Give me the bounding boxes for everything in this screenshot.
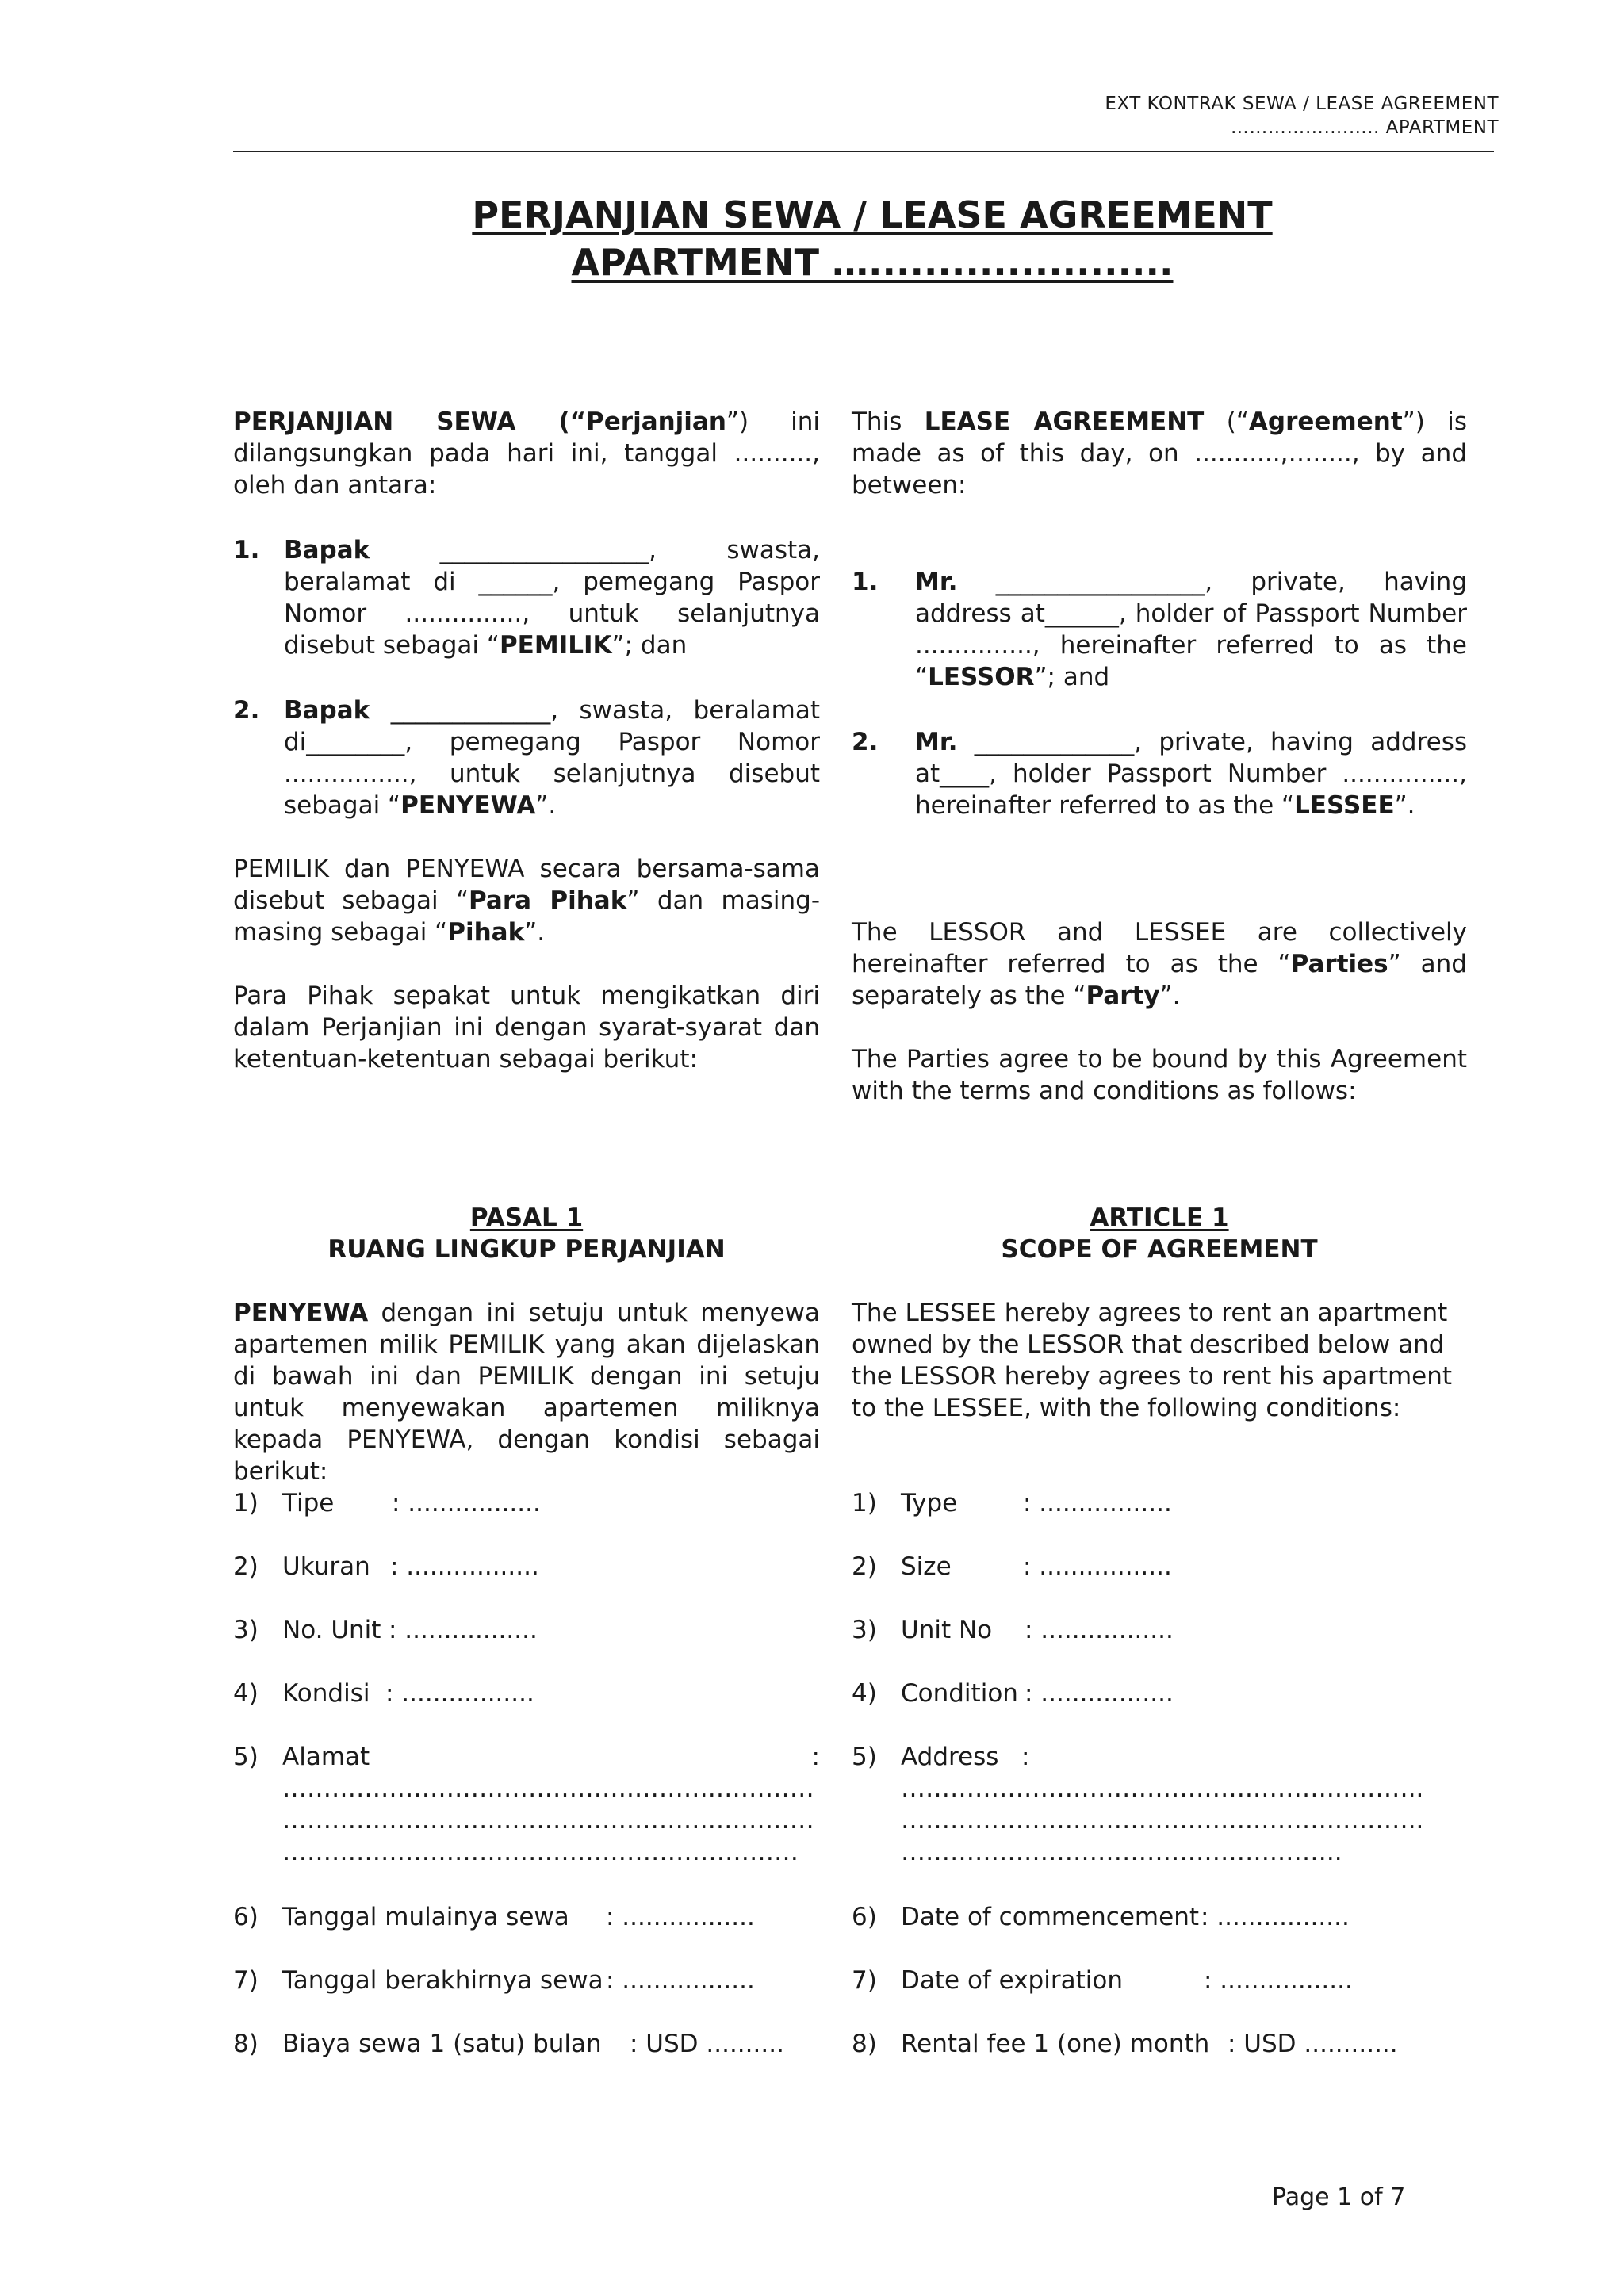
parties-term: Para Pihak [469,886,627,915]
parties-end: ”. [524,918,546,947]
item-number: 1) [233,1489,259,1517]
item-value: : [811,1743,820,1771]
parties-text: ” and separately as the “ [852,950,1467,1010]
item-value: : [1021,1743,1030,1771]
party-role: LESSEE [1294,791,1395,820]
item-label: Biaya sewa 1 (satu) bulan [282,2030,602,2058]
article-title: ARTICLE 1 [1090,1203,1229,1232]
item-label: Type [901,1489,958,1517]
item-label: Condition [901,1679,1018,1708]
item-value: : USD .......... [630,2030,784,2058]
intro-text: ”) is made as of this day, on ...........,…....., by and between: [852,408,1467,499]
intro-term: Perjanjian [586,408,726,436]
item-value: : ................. [392,1489,541,1517]
list-number: 2. [852,728,879,756]
intro-label: LEASE AGREEMENT [924,408,1205,436]
article-heading-id [233,1202,820,1265]
party-end: ”. [1394,791,1415,820]
item-label: Unit No [901,1616,993,1644]
page-number: Page 1 of 7 [1272,2183,1406,2211]
parties-text: ” dan masing-masing sebagai “ [233,886,821,947]
article-heading-en [852,1202,1467,1265]
parties-text: The LESSOR and LESSEE are collectively hereinafter referred to as the “ [852,918,1467,978]
item-number: 6) [852,1903,877,1931]
header-divider [233,151,1494,152]
item-value: : ................. [1201,1903,1350,1931]
address-line: ……………………………………………………… [282,1838,799,1866]
item-value: : ................. [1023,1489,1172,1517]
scope-text: dengan ini setuju untuk menyewa apartemen milik PEMILIK yang akan dijelaskan di bawah ini dan PEMILIK dengan ini setuju untuk menyewakan apartemen miliknya kepada PENYEWA, dengan kondisi sebagai berikut: [233,1299,820,1486]
item-number: 7) [852,1966,877,1995]
party-end: ”; dan [611,631,688,660]
item-number: 8) [852,2030,877,2058]
item-label: Address [901,1743,999,1771]
document-subtitle: APARTMENT …...................... [571,241,1174,284]
parties-text: PEMILIK dan PENYEWA secara bersama-sama disebut sebagai “ [233,855,820,915]
parties-paragraph-en [852,916,1467,1012]
party-2-text [284,695,820,821]
item-number: 3) [852,1616,877,1644]
intro-paragraph-en [852,406,1467,501]
party-title: Bapak [284,696,370,725]
item-number: 2) [233,1552,259,1581]
parties-paragraph-id [233,853,820,948]
address-line: …………………………………….……….………… [282,1774,814,1803]
item-number: 4) [852,1679,877,1708]
intro-text: This [852,408,925,436]
article-subtitle: SCOPE OF AGREEMENT [1001,1235,1318,1264]
item-label: Ukuran [282,1552,370,1581]
running-header [1105,92,1499,140]
item-number: 1) [852,1489,877,1517]
party-details: _____________, swasta, beralamat di________, pemegang Paspor Nomor ................, untuk selanjutnya disebut sebagai “ [284,696,820,820]
intro-term: Agreement [1248,408,1403,436]
party-title: Bapak [284,536,370,564]
article-title: PASAL 1 [469,1203,584,1232]
intro-paragraph-id [233,406,820,501]
item-value: : USD ............ [1228,2030,1398,2058]
scope-paragraph-id [233,1297,820,1487]
item-number: 7) [233,1966,259,1995]
address-line: ……………………………………….…….. [901,1838,1342,1866]
parties-term: Parties [1290,950,1388,978]
item-number: 2) [852,1552,877,1581]
party-role: LESSOR [928,663,1035,691]
party-title: Mr. [915,568,958,596]
article-subtitle: RUANG LINGKUP PERJANJIAN [327,1235,726,1264]
item-label: Alamat [282,1743,370,1771]
address-line: …………………………………….……….……….. [901,1806,1424,1835]
item-label: Size [901,1552,952,1581]
item-number: 5) [233,1743,259,1771]
party-details: _________________, private, having address at______, holder of Passport Number ..............., hereinafter referred to as the “ [915,568,1467,691]
item-value: : ................. [606,1966,755,1995]
party-1-text [915,566,1467,693]
address-line: …………………………………….……….……….. [901,1774,1424,1803]
item-number: 5) [852,1743,877,1771]
party-2-text [915,726,1467,821]
item-value: : ................. [606,1903,755,1931]
list-number: 1. [233,536,260,564]
header-line-2: ……………….….. APARTMENT [1230,117,1499,138]
item-number: 3) [233,1616,259,1644]
item-label: Tanggal berakhirnya sewa [282,1966,603,1995]
scope-paragraph-en: The LESSEE hereby agrees to rent an apartment owned by the LESSOR that described below and the LESSOR hereby agrees to rent his apartment to the LESSEE, with the following conditions: [852,1299,1453,1422]
intro-label: PERJANJIAN SEWA (“ [233,408,587,436]
list-number: 2. [233,696,260,725]
party-role: PENYEWA [400,791,536,820]
party-title: Mr. [915,728,958,756]
item-value: : ................. [1025,1616,1174,1644]
intro-text: (“ [1204,408,1249,436]
intro-text: ”) ini dilangsungkan pada hari ini, tanggal .........., oleh dan antara: [233,408,820,499]
item-value: : ................. [390,1552,539,1581]
party-term: Party [1086,982,1160,1010]
scope-term: PENYEWA [233,1299,369,1327]
item-label: Date of commencement [901,1903,1199,1931]
parties-end: ”. [1159,982,1181,1010]
party-details: _________________, swasta, beralamat di ______, pemegang Paspor Nomor ..............., untuk selanjutnya disebut sebagai “ [284,536,820,660]
address-line: …………………………………….……….………… [282,1806,814,1835]
document-title: PERJANJIAN SEWA / LEASE AGREEMENT [472,193,1273,236]
item-label: Tipe [282,1489,335,1517]
list-number: 1. [852,568,879,596]
item-value: : ................. [1204,1966,1353,1995]
party-role: PEMILIK [499,631,612,660]
item-label: Rental fee 1 (one) month [901,2030,1210,2058]
header-line-1: EXT KONTRAK SEWA / LEASE AGREEMENT [1105,94,1499,114]
item-value: : ................. [1023,1552,1172,1581]
item-value: : ................. [385,1679,534,1708]
party-term: Pihak [447,918,525,947]
item-value: : ................. [389,1616,538,1644]
item-label: No. Unit [282,1616,381,1644]
agreement-paragraph-en: The Parties agree to be bound by this Agreement with the terms and conditions as follows: [852,1045,1467,1105]
item-label: Tanggal mulainya sewa [282,1903,569,1931]
item-number: 8) [233,2030,259,2058]
item-value: : ................. [1025,1679,1174,1708]
party-details: _____________, private, having address at____, holder Passport Number ..............., hereinafter referred to as the “ [915,728,1468,820]
item-label: Date of expiration [901,1966,1123,1995]
party-1-text [284,534,820,661]
item-number: 4) [233,1679,259,1708]
item-label: Kondisi [282,1679,370,1708]
agreement-paragraph-id: Para Pihak sepakat untuk mengikatkan diri dalam Perjanjian ini dengan syarat-syarat dan ketentuan-ketentuan sebagai berikut: [233,982,820,1073]
party-end: ”; and [1034,663,1110,691]
item-number: 6) [233,1903,259,1931]
party-end: ”. [535,791,557,820]
